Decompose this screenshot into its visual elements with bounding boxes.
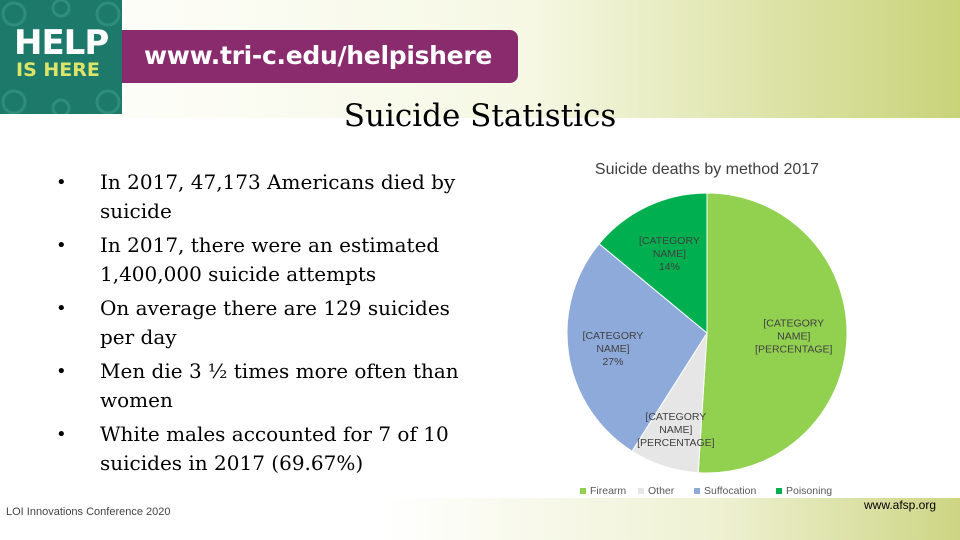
bullet-text: On average there are 129 suicides per day: [100, 296, 450, 349]
pie-chart: [540, 150, 870, 510]
bullet-icon: •: [56, 172, 67, 193]
legend-label-poisoning: Poisoning: [786, 485, 833, 497]
legend-label-other: Other: [648, 485, 675, 497]
pie-slice-firearm: [698, 193, 847, 473]
bullet-icon: •: [56, 361, 67, 382]
url-banner[interactable]: [122, 30, 518, 83]
conference-footer: LOI Innovations Conference 2020: [6, 506, 171, 518]
slice-label-poisoning: [CATEGORY NAME] 14%: [639, 235, 700, 274]
legend-swatch-poisoning: [776, 488, 782, 494]
legend-label-firearm: Firearm: [590, 485, 627, 497]
chart-title: Suicide deaths by method 2017: [594, 161, 820, 178]
bullet-text: In 2017, there were an estimated 1,400,000 suicide attempts: [100, 233, 440, 286]
list-item: [48, 420, 478, 478]
bullet-icon: •: [56, 235, 67, 256]
legend-swatch-suffocation: [694, 488, 700, 494]
page-title: Suicide Statistics: [343, 98, 617, 134]
list-item: [48, 294, 478, 352]
slice-label-other: [CATEGORY NAME] [PERCENTAGE]: [637, 410, 715, 449]
logo-is-here-text: IS HERE: [16, 59, 100, 81]
url-link[interactable]: www.tri-c.edu/helpishere: [144, 41, 493, 70]
bullet-text: Men die 3 ½ times more often than women: [100, 359, 459, 412]
bullet-text: White males accounted for 7 of 10 suicides in 2017 (69.67%): [100, 422, 449, 475]
list-item: [48, 168, 478, 226]
bullet-icon: •: [56, 424, 67, 445]
legend-swatch-firearm: [580, 488, 586, 494]
list-item: [48, 357, 478, 415]
list-item: [48, 231, 478, 289]
legend-label-suffocation: Suffocation: [704, 485, 757, 497]
bullet-list: [48, 168, 478, 483]
slice-label-firearm: [CATEGORY NAME] [PERCENTAGE]: [755, 317, 833, 356]
bullet-icon: •: [56, 298, 67, 319]
legend-swatch-other: [638, 488, 644, 494]
help-is-here-logo: [0, 0, 122, 114]
source-link[interactable]: www.afsp.org: [864, 498, 937, 512]
bullet-text: In 2017, 47,173 Americans died by suicide: [100, 170, 456, 223]
logo-help-text: HELP: [14, 23, 109, 63]
slice-label-suffocation: [CATEGORY NAME] 27%: [582, 329, 644, 368]
chart-legend: [580, 485, 832, 497]
